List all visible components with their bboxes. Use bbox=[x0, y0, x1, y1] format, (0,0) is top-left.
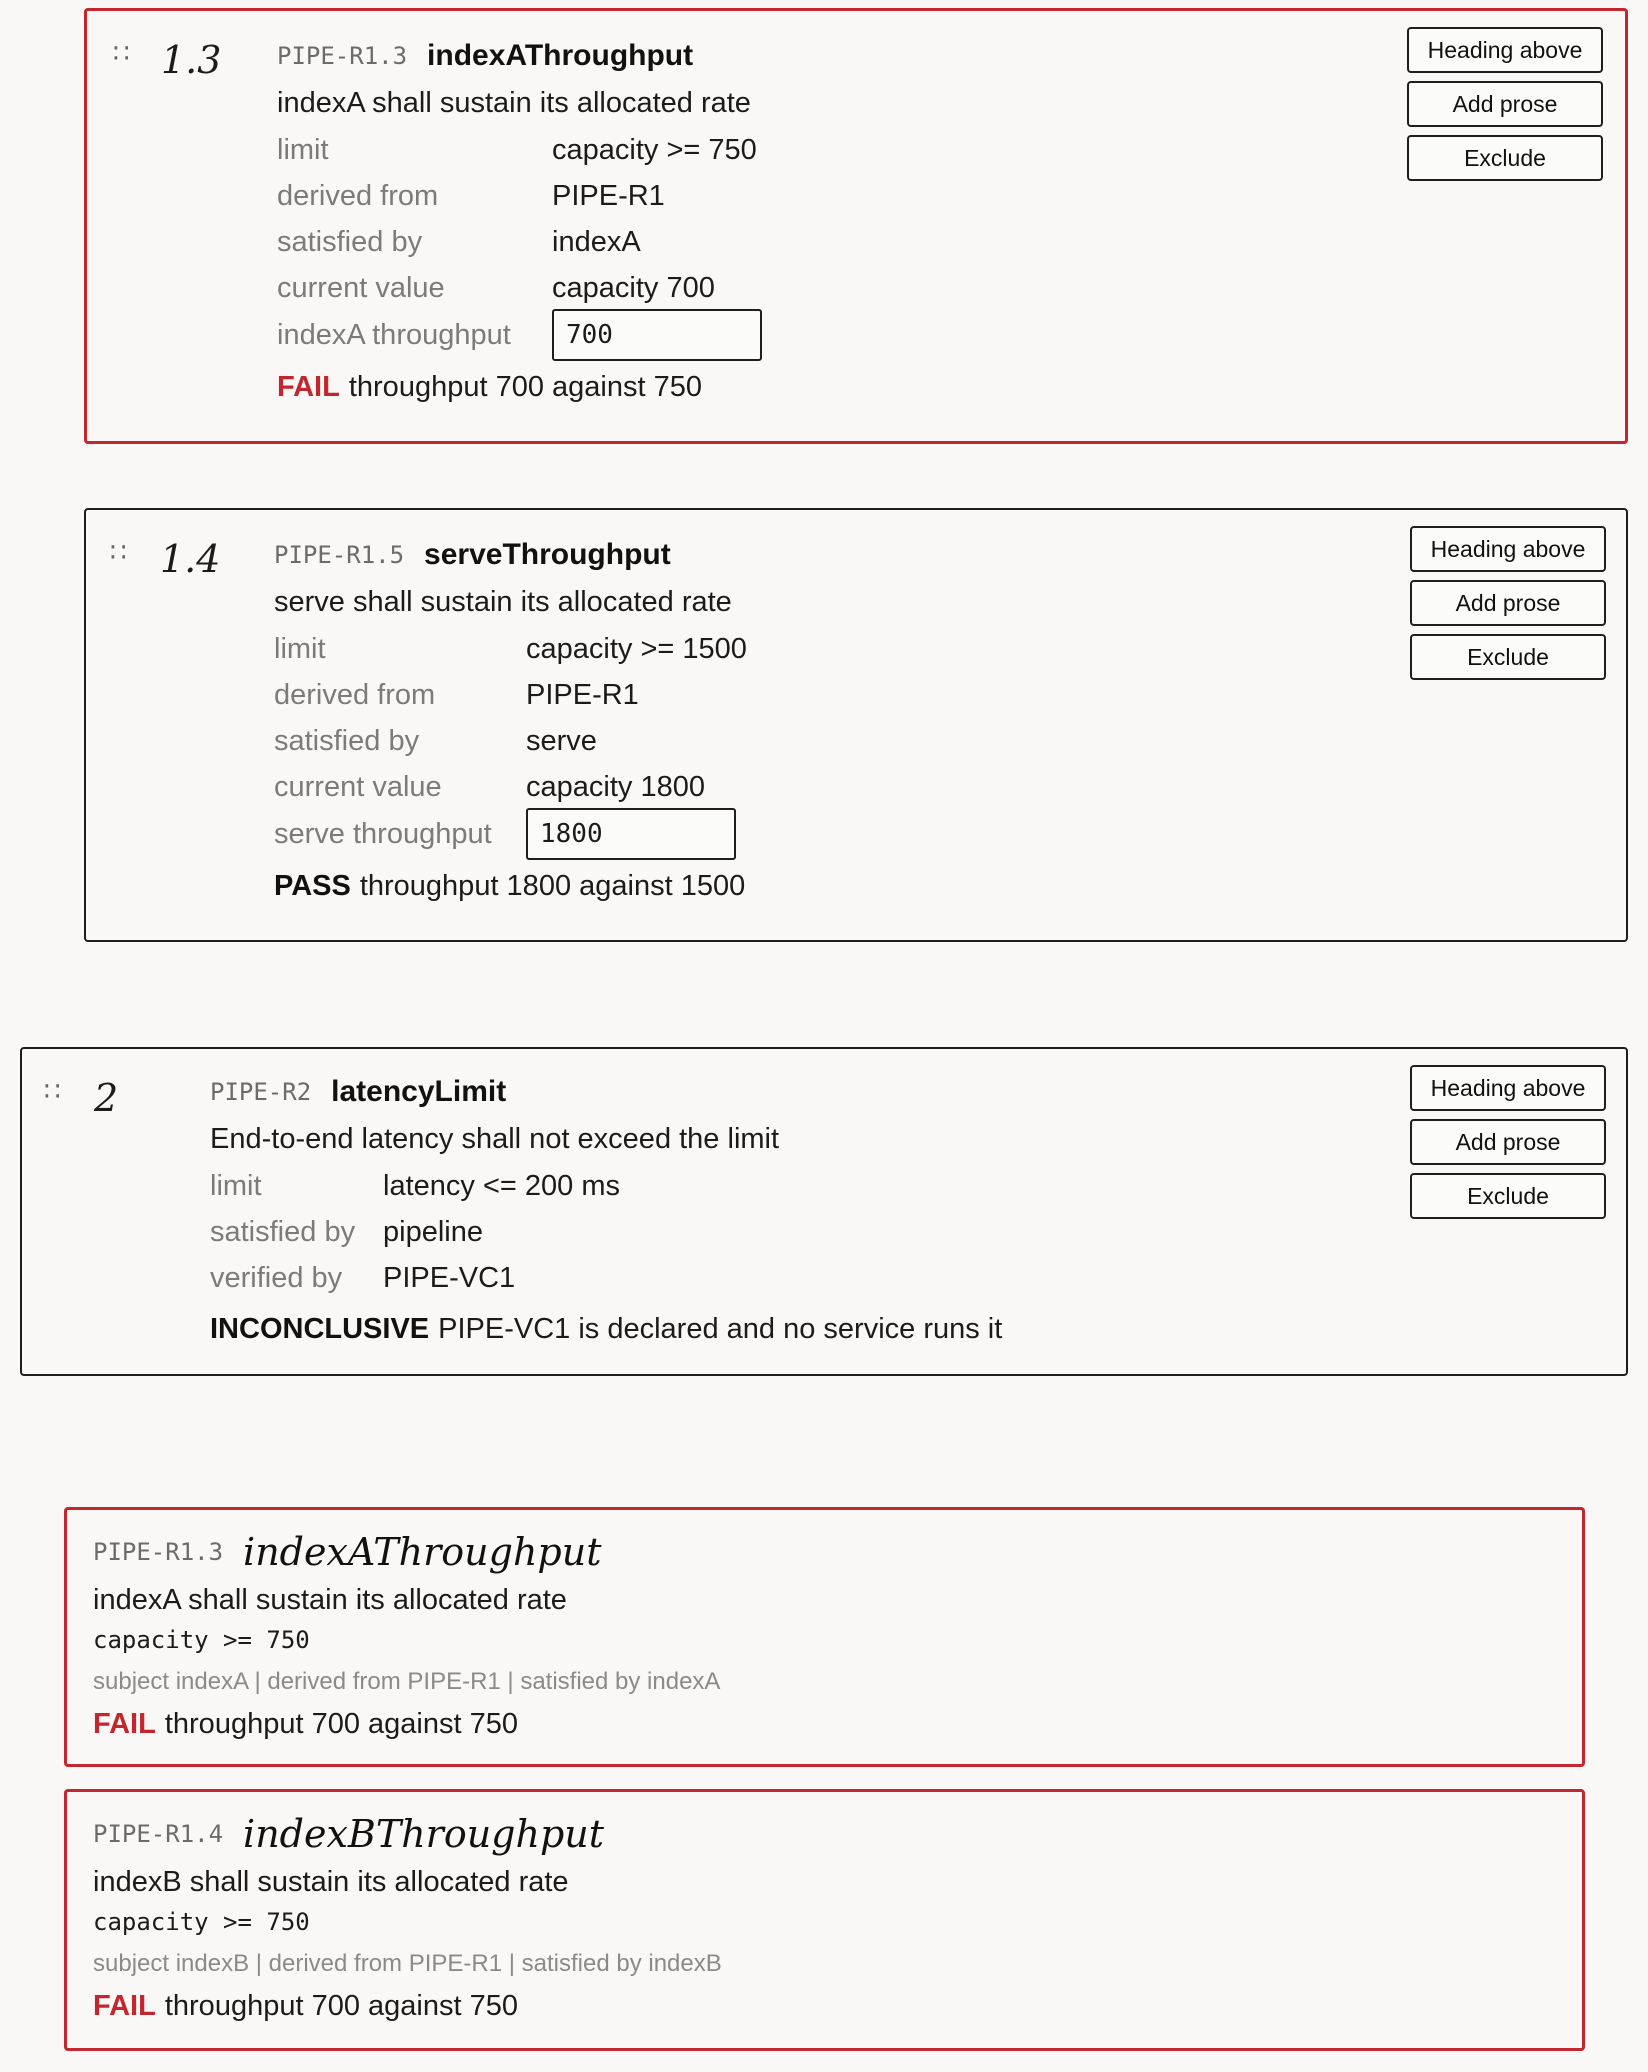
field-value: capacity 700 bbox=[552, 271, 715, 304]
input-row bbox=[274, 810, 747, 858]
drag-handle-icon[interactable]: ∷ bbox=[113, 39, 132, 69]
requirement-statement: serve shall sustain its allocated rate bbox=[274, 585, 732, 618]
field-label: derived from bbox=[277, 179, 439, 212]
add-prose-button[interactable]: Add prose bbox=[1410, 1119, 1606, 1165]
field-row bbox=[277, 219, 762, 265]
verdict-status: FAIL bbox=[93, 1990, 156, 2022]
summary-card bbox=[64, 1507, 1585, 1767]
field-label: limit bbox=[277, 133, 329, 166]
verdict-text: throughput 1800 against 1500 bbox=[359, 869, 746, 902]
summary-card bbox=[64, 1789, 1585, 2051]
throughput-input[interactable]: 1800 bbox=[526, 808, 736, 860]
heading-above-button[interactable]: Heading above bbox=[1410, 1065, 1606, 1111]
verdict-line bbox=[93, 1990, 518, 2023]
field-row bbox=[274, 626, 747, 672]
section-number: 1.3 bbox=[161, 38, 222, 82]
field-label: verified by bbox=[210, 1261, 343, 1294]
field-label: satisfied by bbox=[274, 724, 420, 757]
requirement-title: indexAThroughput bbox=[243, 1530, 602, 1574]
requirement-title: latencyLimit bbox=[331, 1075, 507, 1108]
field-value: PIPE-VC1 bbox=[383, 1261, 516, 1294]
requirement-id: PIPE-R1.3 bbox=[277, 42, 408, 70]
verdict-status: PASS bbox=[274, 869, 351, 902]
field-value: pipeline bbox=[383, 1215, 483, 1248]
input-label: serve throughput bbox=[274, 817, 492, 850]
requirement-id: PIPE-R1.4 bbox=[93, 1820, 224, 1848]
requirement-card-1-4 bbox=[84, 508, 1628, 942]
requirement-title: indexAThroughput bbox=[427, 39, 694, 72]
verdict-text: throughput 700 against 750 bbox=[164, 1708, 518, 1740]
constraint-expression: capacity >= 750 bbox=[93, 1626, 310, 1654]
requirement-id: PIPE-R2 bbox=[210, 1078, 312, 1106]
drag-handle-icon[interactable]: ∷ bbox=[44, 1077, 63, 1107]
exclude-button[interactable]: Exclude bbox=[1407, 135, 1603, 181]
verdict-line bbox=[274, 858, 747, 914]
field-row bbox=[210, 1255, 1002, 1301]
verdict-status: FAIL bbox=[277, 370, 340, 403]
field-label: satisfied by bbox=[210, 1215, 356, 1248]
requirement-meta: subject indexA | derived from PIPE-R1 | satisfied by indexA bbox=[93, 1668, 721, 1695]
field-row bbox=[277, 173, 762, 219]
heading-above-button[interactable]: Heading above bbox=[1410, 526, 1606, 572]
section-number: 1.4 bbox=[160, 537, 221, 581]
field-value: capacity >= 750 bbox=[552, 133, 757, 166]
field-label: current value bbox=[274, 770, 442, 803]
field-value: latency <= 200 ms bbox=[383, 1169, 620, 1202]
field-row bbox=[274, 764, 747, 810]
exclude-button[interactable]: Exclude bbox=[1410, 1173, 1606, 1219]
card-actions bbox=[1410, 1065, 1606, 1227]
verdict-line bbox=[210, 1301, 1002, 1357]
verdict-text: throughput 700 against 750 bbox=[164, 1990, 518, 2022]
field-row bbox=[210, 1163, 1002, 1209]
requirement-statement: indexA shall sustain its allocated rate bbox=[277, 86, 751, 119]
add-prose-button[interactable]: Add prose bbox=[1410, 580, 1606, 626]
add-prose-button[interactable]: Add prose bbox=[1407, 81, 1603, 127]
field-value: PIPE-R1 bbox=[526, 678, 639, 711]
field-row bbox=[210, 1209, 1002, 1255]
field-value: capacity 1800 bbox=[526, 770, 705, 803]
field-value: PIPE-R1 bbox=[552, 179, 665, 212]
input-label: indexA throughput bbox=[277, 318, 511, 351]
verdict-status: FAIL bbox=[93, 1708, 156, 1740]
card-actions bbox=[1407, 27, 1603, 189]
verdict-status: INCONCLUSIVE bbox=[210, 1312, 430, 1345]
verdict-line bbox=[277, 359, 762, 415]
heading-above-button[interactable]: Heading above bbox=[1407, 27, 1603, 73]
field-row bbox=[277, 127, 762, 173]
requirement-statement: indexA shall sustain its allocated rate bbox=[93, 1584, 567, 1616]
card-actions bbox=[1410, 526, 1606, 688]
requirement-card-1-3 bbox=[84, 8, 1628, 444]
verdict-line bbox=[93, 1708, 518, 1741]
throughput-input[interactable]: 700 bbox=[552, 309, 762, 361]
exclude-button[interactable]: Exclude bbox=[1410, 634, 1606, 680]
requirement-title: serveThroughput bbox=[424, 538, 671, 571]
requirement-id: PIPE-R1.5 bbox=[274, 541, 405, 569]
field-row bbox=[274, 718, 747, 764]
field-label: limit bbox=[274, 632, 326, 665]
field-value: indexA bbox=[552, 225, 641, 258]
requirement-title: indexBThroughput bbox=[243, 1812, 605, 1856]
verdict-text: PIPE-VC1 is declared and no service runs it bbox=[438, 1312, 1003, 1345]
requirement-statement: End-to-end latency shall not exceed the limit bbox=[210, 1122, 780, 1155]
requirement-id: PIPE-R1.3 bbox=[93, 1538, 224, 1566]
field-row bbox=[277, 265, 762, 311]
field-value: serve bbox=[526, 724, 597, 757]
requirement-card-2 bbox=[20, 1047, 1628, 1376]
drag-handle-icon[interactable]: ∷ bbox=[110, 538, 129, 568]
field-label: derived from bbox=[274, 678, 436, 711]
constraint-expression: capacity >= 750 bbox=[93, 1908, 310, 1936]
verdict-text: throughput 700 against 750 bbox=[348, 370, 702, 403]
field-row bbox=[274, 672, 747, 718]
field-label: current value bbox=[277, 271, 445, 304]
field-value: capacity >= 1500 bbox=[526, 632, 747, 665]
section-number: 2 bbox=[94, 1076, 119, 1120]
requirement-meta: subject indexB | derived from PIPE-R1 | satisfied by indexB bbox=[93, 1950, 722, 1977]
field-label: limit bbox=[210, 1169, 262, 1202]
field-label: satisfied by bbox=[277, 225, 423, 258]
input-row bbox=[277, 311, 762, 359]
requirement-statement: indexB shall sustain its allocated rate bbox=[93, 1866, 569, 1898]
